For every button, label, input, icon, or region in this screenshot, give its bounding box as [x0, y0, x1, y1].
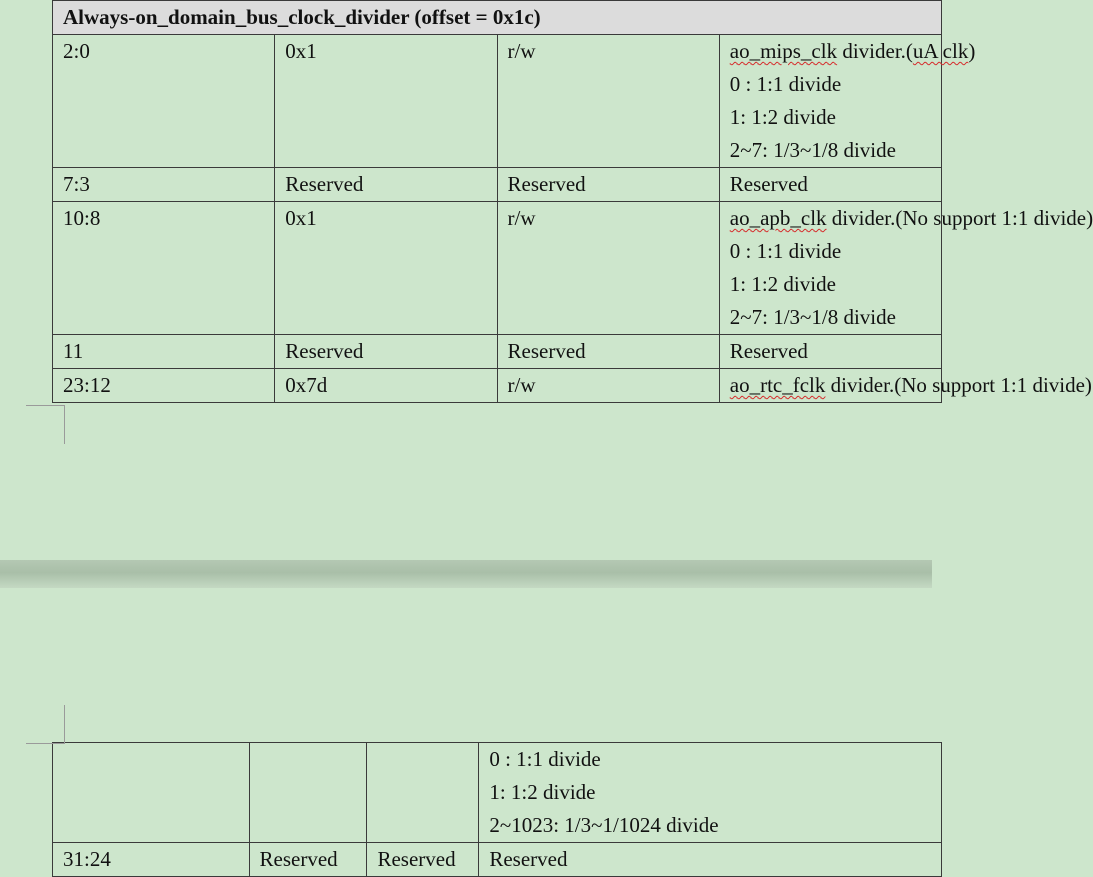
default-cell	[249, 743, 367, 843]
signal-name: ao_mips_clk	[729, 39, 838, 63]
access-cell: r/w	[497, 202, 719, 335]
document-page-bottom	[0, 588, 932, 875]
table-row	[53, 843, 942, 877]
bits-cell: 7:3	[53, 168, 275, 202]
table-row	[53, 743, 942, 843]
description-line: 0 : 1:1 divide	[729, 239, 842, 263]
description-line: 1: 1:2 divide	[729, 272, 836, 296]
description-extra: uA clk	[912, 39, 969, 63]
access-cell: r/w	[497, 35, 719, 168]
bits-cell: 10:8	[53, 202, 275, 335]
description-line: 2~1023: 1/3~1/1024 divide	[489, 813, 719, 837]
description-cell	[719, 369, 1092, 403]
description-cell	[719, 202, 1093, 335]
table-title-row	[53, 1, 942, 35]
crop-mark-bottom	[26, 705, 65, 744]
signal-name: ao_apb_clk	[729, 206, 827, 230]
description-suffix: divider.(No support 1:1 divide)	[825, 373, 1092, 397]
bits-cell: 31:24	[53, 843, 250, 877]
default-cell: Reserved	[275, 335, 497, 369]
description-end: )	[968, 39, 976, 63]
table-row	[53, 168, 942, 202]
table-row	[53, 202, 942, 335]
access-cell: Reserved	[497, 168, 719, 202]
description-heading	[729, 35, 976, 68]
description-suffix: divider.(	[837, 39, 913, 63]
register-table-bottom	[52, 742, 942, 877]
bits-cell	[53, 743, 250, 843]
description-cell: Reserved	[479, 843, 942, 877]
table-row	[53, 369, 942, 403]
signal-name: ao_rtc_fclk	[729, 373, 826, 397]
crop-mark-top	[26, 405, 65, 444]
access-cell: Reserved	[497, 335, 719, 369]
bits-cell: 23:12	[53, 369, 275, 403]
bits-cell: 11	[53, 335, 275, 369]
description-cell	[479, 743, 942, 843]
default-cell: Reserved	[249, 843, 367, 877]
access-cell: Reserved	[367, 843, 479, 877]
table-title: Always-on_domain_bus_clock_divider (offset = 0x1c)	[53, 1, 942, 35]
description-line: 1: 1:2 divide	[729, 105, 836, 129]
description-cell: Reserved	[719, 168, 941, 202]
page-break-gap	[0, 560, 932, 588]
table-row	[53, 335, 942, 369]
register-table-top	[52, 0, 1093, 403]
default-cell: 0x1	[275, 35, 497, 168]
description-suffix: divider.(No support 1:1 divide)	[826, 206, 1093, 230]
description-line: 2~7: 1/3~1/8 divide	[729, 305, 896, 329]
description-cell: Reserved	[719, 335, 941, 369]
bits-cell: 2:0	[53, 35, 275, 168]
default-cell: 0x7d	[275, 369, 497, 403]
description-heading	[729, 202, 1093, 235]
description-cell	[719, 35, 976, 168]
description-line: 0 : 1:1 divide	[489, 747, 601, 771]
table-row	[53, 35, 942, 168]
description-heading	[729, 369, 1092, 402]
access-cell: r/w	[497, 369, 719, 403]
default-cell: 0x1	[275, 202, 497, 335]
description-line: 0 : 1:1 divide	[729, 72, 842, 96]
access-cell	[367, 743, 479, 843]
description-line: 2~7: 1/3~1/8 divide	[729, 138, 896, 162]
description-line: 1: 1:2 divide	[489, 780, 596, 804]
default-cell: Reserved	[275, 168, 497, 202]
